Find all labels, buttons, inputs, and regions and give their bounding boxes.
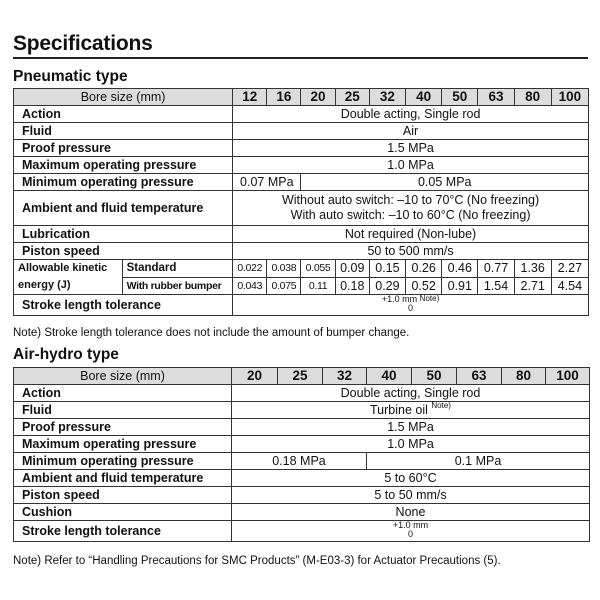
- max-pressure-row: [14, 436, 590, 453]
- fluid-value-text: Turbine oil: [370, 403, 428, 417]
- lubrication-value: Not required (Non-lube): [233, 226, 589, 243]
- bore-cell: 20: [232, 368, 278, 385]
- cushion-label: Cushion: [14, 504, 232, 521]
- kinetic-standard-cell: 0.15: [369, 260, 405, 278]
- bore-cell: 100: [546, 368, 590, 385]
- proof-pressure-row: [14, 419, 590, 436]
- kinetic-standard-cell: 0.038: [267, 260, 301, 278]
- proof-pressure-label: Proof pressure: [14, 140, 233, 157]
- kinetic-label-line1: Allowable kinetic: [18, 262, 108, 274]
- max-pressure-label: Maximum operating pressure: [14, 436, 232, 453]
- page-title: Specifications: [13, 32, 153, 55]
- action-value: Double acting, Single rod: [232, 385, 590, 402]
- bore-cell: 50: [442, 89, 478, 106]
- ambient-temp-value: 5 to 60°C: [232, 470, 590, 487]
- ambient-temp-row: [14, 191, 589, 226]
- pneumatic-heading: Pneumatic type: [13, 68, 128, 85]
- kinetic-bumper-cell: 0.075: [267, 277, 301, 295]
- kinetic-standard-cell: 0.26: [406, 260, 442, 278]
- piston-speed-row: [14, 487, 590, 504]
- proof-pressure-value: 1.5 MPa: [232, 419, 590, 436]
- min-pressure-label: Minimum operating pressure: [14, 174, 233, 191]
- lubrication-row: [14, 226, 589, 243]
- fluid-label: Fluid: [14, 402, 232, 419]
- min-pressure-small-bore: 0.07 MPa: [233, 174, 301, 191]
- bore-cell: 80: [514, 89, 551, 106]
- kinetic-bumper-cell: 0.29: [369, 277, 405, 295]
- tolerance-upper: +1.0 mm: [392, 520, 429, 530]
- bore-cell: 32: [323, 368, 367, 385]
- kinetic-bumper-cell: 0.11: [301, 277, 335, 295]
- min-pressure-large-bore: 0.05 MPa: [301, 174, 589, 191]
- kinetic-bumper-cell: 0.52: [406, 277, 442, 295]
- bore-cell: 80: [502, 368, 546, 385]
- airhydro-spec-table: [13, 367, 590, 542]
- bore-cell: 32: [369, 89, 405, 106]
- min-pressure-small-bore: 0.18 MPa: [232, 453, 367, 470]
- bore-cell: 50: [412, 368, 457, 385]
- bore-cell: 40: [406, 89, 442, 106]
- title-rule: [13, 57, 588, 59]
- max-pressure-value: 1.0 MPa: [233, 157, 589, 174]
- max-pressure-label: Maximum operating pressure: [14, 157, 233, 174]
- bore-cell: 63: [478, 89, 514, 106]
- airhydro-heading: Air-hydro type: [13, 346, 119, 363]
- kinetic-standard-cell: 0.77: [478, 260, 514, 278]
- piston-speed-value: 5 to 50 mm/s: [232, 487, 590, 504]
- pneumatic-footnote: Note) Stroke length tolerance does not include the amount of bumper change.: [13, 327, 410, 339]
- ambient-temp-line1: Without auto switch: –10 to 70°C (No freezing): [281, 193, 540, 207]
- ambient-temp-label: Ambient and fluid temperature: [14, 191, 233, 226]
- bore-cell: 25: [278, 368, 323, 385]
- min-pressure-large-bore: 0.1 MPa: [367, 453, 590, 470]
- kinetic-bumper-cell: 1.54: [478, 277, 514, 295]
- bore-cell: 16: [267, 89, 301, 106]
- kinetic-standard-row: [14, 260, 589, 278]
- stroke-tolerance-value: [232, 521, 590, 542]
- lubrication-label: Lubrication: [14, 226, 233, 243]
- bore-size-label: Bore size (mm): [14, 368, 232, 385]
- bore-size-row: [14, 89, 589, 106]
- max-pressure-row: [14, 157, 589, 174]
- kinetic-standard-label: Standard: [122, 260, 233, 278]
- tolerance-upper: +1.0 mm: [381, 294, 418, 304]
- fluid-label: Fluid: [14, 123, 233, 140]
- kinetic-bumper-label: With rubber bumper: [122, 277, 233, 295]
- ambient-temp-line2: With auto switch: –10 to 60°C (No freezing): [290, 208, 531, 222]
- min-pressure-row: [14, 453, 590, 470]
- bore-cell: 12: [233, 89, 267, 106]
- stroke-tolerance-row: [14, 295, 589, 316]
- kinetic-energy-label: [14, 260, 123, 295]
- proof-pressure-value: 1.5 MPa: [233, 140, 589, 157]
- kinetic-bumper-cell: 0.91: [442, 277, 478, 295]
- ambient-temp-label: Ambient and fluid temperature: [14, 470, 232, 487]
- tolerance-note-mark: Note): [419, 294, 440, 303]
- bore-cell: 20: [301, 89, 335, 106]
- action-label: Action: [14, 106, 233, 123]
- stroke-tolerance-value: [233, 295, 589, 316]
- kinetic-standard-cell: 2.27: [551, 260, 588, 278]
- action-row: [14, 385, 590, 402]
- tolerance-lower: 0: [408, 303, 414, 313]
- action-value: Double acting, Single rod: [233, 106, 589, 123]
- min-pressure-row: [14, 174, 589, 191]
- proof-pressure-row: [14, 140, 589, 157]
- kinetic-bumper-cell: 0.18: [335, 277, 369, 295]
- fluid-value: [232, 402, 590, 419]
- fluid-row: [14, 402, 590, 419]
- bore-cell: 63: [457, 368, 502, 385]
- stroke-tolerance-label: Stroke length tolerance: [14, 521, 232, 542]
- kinetic-standard-cell: 0.055: [301, 260, 335, 278]
- piston-speed-label: Piston speed: [14, 487, 232, 504]
- bore-cell: 100: [551, 89, 588, 106]
- stroke-tolerance-row: [14, 521, 590, 542]
- kinetic-standard-cell: 0.09: [335, 260, 369, 278]
- tolerance-stack: [393, 521, 428, 539]
- bore-size-row: [14, 368, 590, 385]
- airhydro-footnote: Note) Refer to “Handling Precautions for SMC Products” (M-E03-3) for Actuator Precautions (5).: [13, 555, 501, 567]
- kinetic-bumper-cell: 0.043: [233, 277, 267, 295]
- kinetic-bumper-cell: 2.71: [514, 277, 551, 295]
- bore-cell: 25: [335, 89, 369, 106]
- piston-speed-label: Piston speed: [14, 243, 233, 260]
- action-row: [14, 106, 589, 123]
- proof-pressure-label: Proof pressure: [14, 419, 232, 436]
- ambient-temp-row: [14, 470, 590, 487]
- kinetic-standard-cell: 1.36: [514, 260, 551, 278]
- kinetic-standard-cell: 0.022: [233, 260, 267, 278]
- fluid-note-mark: Note): [431, 401, 451, 410]
- fluid-row: [14, 123, 589, 140]
- stroke-tolerance-label: Stroke length tolerance: [14, 295, 233, 316]
- max-pressure-value: 1.0 MPa: [232, 436, 590, 453]
- tolerance-lower: 0: [407, 529, 413, 539]
- fluid-value: Air: [233, 123, 589, 140]
- kinetic-label-line2: energy (J): [18, 279, 71, 291]
- kinetic-bumper-cell: 4.54: [551, 277, 588, 295]
- bore-cell: 40: [367, 368, 412, 385]
- min-pressure-label: Minimum operating pressure: [14, 453, 232, 470]
- bore-size-label: Bore size (mm): [14, 89, 233, 106]
- ambient-temp-value: [233, 191, 589, 226]
- piston-speed-value: 50 to 500 mm/s: [233, 243, 589, 260]
- piston-speed-row: [14, 243, 589, 260]
- cushion-row: [14, 504, 590, 521]
- kinetic-standard-cell: 0.46: [442, 260, 478, 278]
- cushion-value: None: [232, 504, 590, 521]
- action-label: Action: [14, 385, 232, 402]
- pneumatic-spec-table: [13, 88, 589, 316]
- tolerance-stack: [382, 295, 439, 313]
